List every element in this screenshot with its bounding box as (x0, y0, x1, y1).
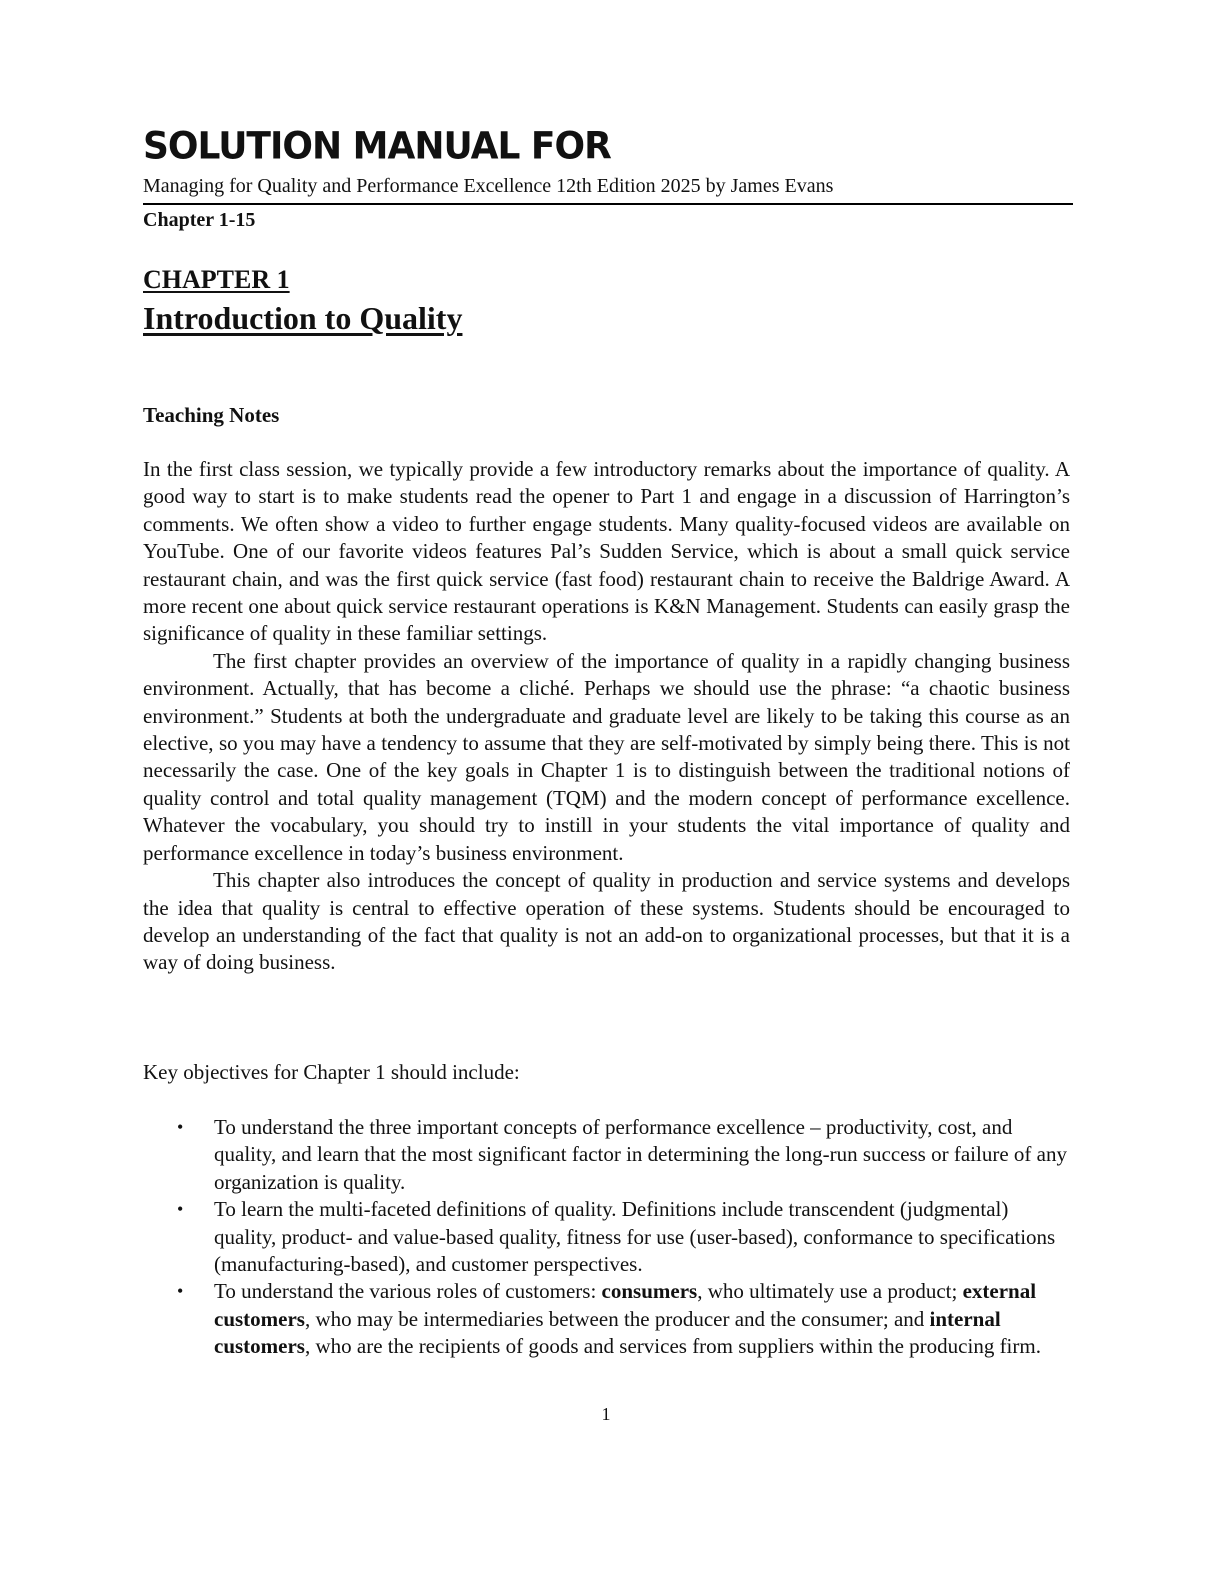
chapter-range: Chapter 1-15 (143, 209, 256, 231)
document-page (143, 0, 1073, 1584)
term-consumers: consumers (601, 1279, 698, 1304)
list-item-text: , who are the recipients of goods and services from suppliers within the producing firm. (304, 1334, 1041, 1359)
solution-manual-banner: SOLUTION MANUAL FOR (143, 124, 611, 168)
list-item-text: To learn the multi-faceted definitions of quality. Definitions include transcendent (judgmental) quality, product- and value-based quality, fitness for use (user-based), conformance to specifications (manufacturing-based), and customer perspectives. (214, 1197, 1056, 1277)
list-item-text: To understand the three important concepts of performance excellence – productivity, cost, and quality, and learn that the most significant factor in determining the long-run success or failure of any organization is quality. (214, 1115, 1067, 1194)
book-title: Managing for Quality and Performance Excellence 12th Edition 2025 by James Evans (143, 175, 834, 197)
list-item (143, 1196, 1073, 1278)
paragraph: In the first class session, we typically provide a few introductory remarks about the importance of quality. A good way to start is to make students read the opener to Part 1 and engage in a discussion of Harrington’s comments. We often show a video to further engage students. Many quality-focused videos are available on YouTube. One of our favorite videos features Pal’s Sudden Service, which is about a small quick service restaurant chain, and was the first quick service (fast food) restaurant chain to receive the Baldrige Award. A more recent one about quick service restaurant operations is K&N Management. Students can easily grasp the significance of quality in these familiar settings. (143, 457, 1070, 646)
list-item-lead: To understand the various roles of customers: (214, 1279, 602, 1304)
chapter-label: CHAPTER 1 (143, 265, 290, 294)
list-item-text: , who may be intermediaries between the producer and the consumer; and (304, 1306, 930, 1331)
objectives-list (143, 1114, 1073, 1361)
teaching-notes-body (143, 456, 1070, 977)
header-divider (143, 203, 1073, 205)
paragraph: The first chapter provides an overview of the importance of quality in a rapidly changing business environment. Actually, that has become a cliché. Perhaps we should use the phrase: “a chaotic business environment.” Students at both the undergraduate and graduate level are likely to be taking this course as an elective, so you may have a tendency to assume that they are self-motivated by simply being there. This is not necessarily the case. One of the key goals in Chapter 1 is to distinguish between the traditional notions of quality control and total quality management (TQM) and the modern concept of performance excellence. Whatever the vocabulary, you should try to instill in your students the vital importance of quality and performance excellence in today’s business environment. (143, 648, 1070, 865)
chapter-title: Introduction to Quality (143, 300, 463, 336)
bullet-icon: • (177, 1117, 184, 1137)
bullet-icon: • (177, 1199, 184, 1220)
list-item-text: , who ultimately use a product; (697, 1279, 963, 1304)
page-number: 1 (601, 1404, 611, 1424)
list-item (143, 1278, 1073, 1360)
term-internal-customers: internal customers (214, 1306, 1001, 1359)
paragraph: This chapter also introduces the concept of quality in production and service systems and develops the idea that quality is central to effective operation of these systems. Students should be encouraged to develop an understanding of the fact that quality is not an add-on to organizational processes, but that it is a way of doing business. (143, 868, 1070, 975)
term-external-customers: external customers (214, 1279, 1037, 1331)
list-item (143, 1114, 1073, 1196)
bullet-icon: • (177, 1281, 184, 1302)
teaching-notes-heading: Teaching Notes (143, 403, 280, 427)
objectives-intro: Key objectives for Chapter 1 should include: (143, 1060, 520, 1084)
